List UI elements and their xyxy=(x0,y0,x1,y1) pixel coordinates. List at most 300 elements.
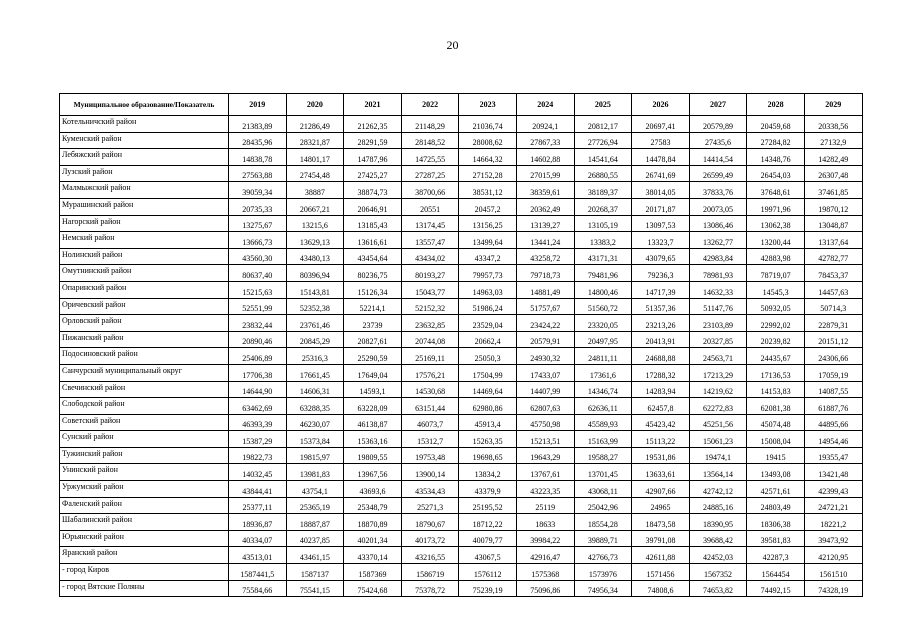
row-value-cell: 14348,76 xyxy=(747,149,805,166)
row-value-cell: 17136,53 xyxy=(747,364,805,381)
row-value-cell: 79481,96 xyxy=(574,265,632,282)
row-value-cell: 19643,29 xyxy=(516,447,574,464)
row-value-cell: 28148,52 xyxy=(401,132,459,149)
row-municipality-name: Сунский район xyxy=(60,431,229,448)
row-value-cell: 14593,1 xyxy=(344,381,402,398)
table-row xyxy=(60,165,863,182)
row-value-cell: 75378,72 xyxy=(401,580,459,597)
row-value-cell: 20239,82 xyxy=(747,331,805,348)
table-row xyxy=(60,381,863,398)
row-municipality-name: Советский район xyxy=(60,414,229,431)
row-municipality-name: Орловский район xyxy=(60,315,229,332)
row-value-cell: 37833,76 xyxy=(689,182,747,199)
row-value-cell: 24688,88 xyxy=(632,348,690,365)
row-value-cell: 51986,24 xyxy=(459,298,517,315)
row-value-cell: 13086,46 xyxy=(689,215,747,232)
row-value-cell: 14457,63 xyxy=(804,281,862,298)
table-row xyxy=(60,315,863,332)
row-value-cell: 23739 xyxy=(344,315,402,332)
row-municipality-name: Малмыжский район xyxy=(60,182,229,199)
row-value-cell: 19753,48 xyxy=(401,447,459,464)
row-value-cell: 42287,3 xyxy=(747,547,805,564)
row-value-cell: 51147,76 xyxy=(689,298,747,315)
row-municipality-name: Нолинский район xyxy=(60,248,229,265)
row-value-cell: 19971,96 xyxy=(747,198,805,215)
table-row xyxy=(60,348,863,365)
row-value-cell: 13275,67 xyxy=(229,215,287,232)
row-value-cell: 14469,64 xyxy=(459,381,517,398)
row-value-cell: 15213,51 xyxy=(516,431,574,448)
row-value-cell: 39889,71 xyxy=(574,530,632,547)
table-row xyxy=(60,447,863,464)
row-value-cell: 20171,87 xyxy=(632,198,690,215)
row-value-cell: 27425,27 xyxy=(344,165,402,182)
row-value-cell: 39473,92 xyxy=(804,530,862,547)
header-year: 2029 xyxy=(804,94,862,116)
row-value-cell: 42571,61 xyxy=(747,481,805,498)
row-value-cell: 63151,44 xyxy=(401,398,459,415)
table-row xyxy=(60,298,863,315)
row-value-cell: 26599,49 xyxy=(689,165,747,182)
row-value-cell: 14530,68 xyxy=(401,381,459,398)
row-value-cell: 28435,96 xyxy=(229,132,287,149)
row-value-cell: 25042,96 xyxy=(574,497,632,514)
row-value-cell: 75239,19 xyxy=(459,580,517,597)
table-row xyxy=(60,564,863,581)
row-value-cell: 1576112 xyxy=(459,564,517,581)
table-row xyxy=(60,331,863,348)
header-year: 2022 xyxy=(401,94,459,116)
row-value-cell: 14545,3 xyxy=(747,281,805,298)
header-year: 2020 xyxy=(286,94,344,116)
row-value-cell: 38874,73 xyxy=(344,182,402,199)
row-value-cell: 14153,83 xyxy=(747,381,805,398)
row-municipality-name: Юрьянский район xyxy=(60,530,229,547)
row-value-cell: 18936,87 xyxy=(229,514,287,531)
row-value-cell: 42883,98 xyxy=(747,248,805,265)
row-value-cell: 14717,39 xyxy=(632,281,690,298)
row-value-cell: 13383,2 xyxy=(574,232,632,249)
row-value-cell: 78719,07 xyxy=(747,265,805,282)
table-row xyxy=(60,281,863,298)
row-value-cell: 20327,85 xyxy=(689,331,747,348)
row-value-cell: 43844,41 xyxy=(229,481,287,498)
header-year: 2028 xyxy=(747,94,805,116)
table-row xyxy=(60,464,863,481)
row-value-cell: 43258,72 xyxy=(516,248,574,265)
row-value-cell: 39688,42 xyxy=(689,530,747,547)
row-value-cell: 14664,32 xyxy=(459,149,517,166)
row-value-cell: 19815,97 xyxy=(286,447,344,464)
row-value-cell: 43480,13 xyxy=(286,248,344,265)
row-value-cell: 20362,49 xyxy=(516,198,574,215)
row-value-cell: 26307,48 xyxy=(804,165,862,182)
row-value-cell: 43067,5 xyxy=(459,547,517,564)
row-value-cell: 13834,2 xyxy=(459,464,517,481)
row-value-cell: 61887,76 xyxy=(804,398,862,415)
row-value-cell: 13499,64 xyxy=(459,232,517,249)
row-municipality-name: Омутнинский район xyxy=(60,265,229,282)
row-value-cell: 20457,2 xyxy=(459,198,517,215)
row-municipality-name: Свечинский район xyxy=(60,381,229,398)
row-value-cell: 20735,33 xyxy=(229,198,287,215)
row-value-cell: 1587137 xyxy=(286,564,344,581)
row-value-cell: 13200,44 xyxy=(747,232,805,249)
table-row xyxy=(60,265,863,282)
row-municipality-name: Унинский район xyxy=(60,464,229,481)
row-value-cell: 23761,46 xyxy=(286,315,344,332)
row-value-cell: 50932,05 xyxy=(747,298,805,315)
row-value-cell: 19415 xyxy=(747,447,805,464)
row-value-cell: 24811,11 xyxy=(574,348,632,365)
row-value-cell: 13616,61 xyxy=(344,232,402,249)
row-value-cell: 14881,49 xyxy=(516,281,574,298)
row-value-cell: 20338,56 xyxy=(804,116,862,133)
row-value-cell: 42611,88 xyxy=(632,547,690,564)
row-value-cell: 19870,12 xyxy=(804,198,862,215)
row-value-cell: 14725,55 xyxy=(401,149,459,166)
row-value-cell: 13564,14 xyxy=(689,464,747,481)
row-value-cell: 1571456 xyxy=(632,564,690,581)
row-value-cell: 14801,17 xyxy=(286,149,344,166)
row-value-cell: 45074,48 xyxy=(747,414,805,431)
row-value-cell: 23320,05 xyxy=(574,315,632,332)
table-row xyxy=(60,514,863,531)
row-value-cell: 1587369 xyxy=(344,564,402,581)
row-value-cell: 51757,67 xyxy=(516,298,574,315)
row-value-cell: 14282,49 xyxy=(804,149,862,166)
row-value-cell: 13900,14 xyxy=(401,464,459,481)
row-value-cell: 45750,98 xyxy=(516,414,574,431)
row-value-cell: 46393,39 xyxy=(229,414,287,431)
row-value-cell: 42916,47 xyxy=(516,547,574,564)
row-value-cell: 17361,6 xyxy=(574,364,632,381)
row-value-cell: 20579,89 xyxy=(689,116,747,133)
table-row xyxy=(60,149,863,166)
row-value-cell: 25195,52 xyxy=(459,497,517,514)
row-value-cell: 28008,62 xyxy=(459,132,517,149)
header-year: 2021 xyxy=(344,94,402,116)
row-value-cell: 63228,09 xyxy=(344,398,402,415)
row-value-cell: 18221,2 xyxy=(804,514,862,531)
row-value-cell: 62636,11 xyxy=(574,398,632,415)
table-row xyxy=(60,431,863,448)
row-value-cell: 14541,64 xyxy=(574,149,632,166)
row-value-cell: 14346,74 xyxy=(574,381,632,398)
row-value-cell: 14032,45 xyxy=(229,464,287,481)
row-municipality-name: Немский район xyxy=(60,232,229,249)
row-value-cell: 40334,07 xyxy=(229,530,287,547)
header-municipality-indicator: Муниципальное образование/Показатель xyxy=(60,94,229,116)
row-value-cell: 21286,49 xyxy=(286,116,344,133)
row-value-cell: 13139,27 xyxy=(516,215,574,232)
row-value-cell: 20924,1 xyxy=(516,116,574,133)
row-value-cell: 18712,22 xyxy=(459,514,517,531)
row-value-cell: 15163,99 xyxy=(574,431,632,448)
row-value-cell: 18887,87 xyxy=(286,514,344,531)
row-value-cell: 20667,21 xyxy=(286,198,344,215)
row-value-cell: 1573976 xyxy=(574,564,632,581)
row-value-cell: 13105,19 xyxy=(574,215,632,232)
row-value-cell: 20579,91 xyxy=(516,331,574,348)
row-value-cell: 24930,32 xyxy=(516,348,574,365)
row-value-cell: 25377,11 xyxy=(229,497,287,514)
row-value-cell: 79718,73 xyxy=(516,265,574,282)
row-value-cell: 25290,59 xyxy=(344,348,402,365)
row-value-cell: 19809,55 xyxy=(344,447,402,464)
row-value-cell: 28291,59 xyxy=(344,132,402,149)
row-value-cell: 25316,3 xyxy=(286,348,344,365)
row-value-cell: 62457,8 xyxy=(632,398,690,415)
row-value-cell: 14606,31 xyxy=(286,381,344,398)
row-value-cell: 43434,02 xyxy=(401,248,459,265)
row-municipality-name: Лузский район xyxy=(60,165,229,182)
row-value-cell: 20744,08 xyxy=(401,331,459,348)
row-value-cell: 13215,6 xyxy=(286,215,344,232)
row-municipality-name: Опаринский район xyxy=(60,281,229,298)
row-value-cell: 14407,99 xyxy=(516,381,574,398)
row-value-cell: 14787,96 xyxy=(344,149,402,166)
row-value-cell: 13557,47 xyxy=(401,232,459,249)
row-value-cell: 27284,82 xyxy=(747,132,805,149)
row-municipality-name: Котельничский район xyxy=(60,116,229,133)
row-value-cell: 20413,91 xyxy=(632,331,690,348)
row-value-cell: 17433,07 xyxy=(516,364,574,381)
row-value-cell: 43513,01 xyxy=(229,547,287,564)
row-value-cell: 15061,23 xyxy=(689,431,747,448)
row-value-cell: 17649,04 xyxy=(344,364,402,381)
row-value-cell: 17576,21 xyxy=(401,364,459,381)
row-value-cell: 17288,32 xyxy=(632,364,690,381)
row-value-cell: 24721,21 xyxy=(804,497,862,514)
row-value-cell: 13701,45 xyxy=(574,464,632,481)
row-value-cell: 24563,71 xyxy=(689,348,747,365)
row-value-cell: 42907,66 xyxy=(632,481,690,498)
row-value-cell: 20890,46 xyxy=(229,331,287,348)
page-number: 20 xyxy=(446,38,459,52)
row-value-cell: 19355,47 xyxy=(804,447,862,464)
row-value-cell: 38700,66 xyxy=(401,182,459,199)
row-value-cell: 62081,38 xyxy=(747,398,805,415)
row-value-cell: 79236,3 xyxy=(632,265,690,282)
indicator-table xyxy=(59,93,863,597)
row-value-cell: 39984,22 xyxy=(516,530,574,547)
row-municipality-name: Яранский район xyxy=(60,547,229,564)
row-value-cell: 18306,38 xyxy=(747,514,805,531)
row-value-cell: 45251,56 xyxy=(689,414,747,431)
row-value-cell: 43379,9 xyxy=(459,481,517,498)
row-value-cell: 13185,43 xyxy=(344,215,402,232)
row-value-cell: 40173,72 xyxy=(401,530,459,547)
row-value-cell: 39059,34 xyxy=(229,182,287,199)
row-value-cell: 25119 xyxy=(516,497,574,514)
row-value-cell: 20827,61 xyxy=(344,331,402,348)
row-value-cell: 1567352 xyxy=(689,564,747,581)
row-value-cell: 74328,19 xyxy=(804,580,862,597)
row-value-cell: 18633 xyxy=(516,514,574,531)
row-value-cell: 42742,12 xyxy=(689,481,747,498)
row-value-cell: 43079,65 xyxy=(632,248,690,265)
row-value-cell: 78981,93 xyxy=(689,265,747,282)
row-value-cell: 14478,84 xyxy=(632,149,690,166)
row-municipality-name: - город Вятские Поляны xyxy=(60,580,229,597)
table-row xyxy=(60,248,863,265)
row-value-cell: 52152,32 xyxy=(401,298,459,315)
row-value-cell: 37648,61 xyxy=(747,182,805,199)
table-row xyxy=(60,530,863,547)
row-value-cell: 27287,25 xyxy=(401,165,459,182)
row-value-cell: 13062,38 xyxy=(747,215,805,232)
row-value-cell: 13967,56 xyxy=(344,464,402,481)
row-value-cell: 42452,03 xyxy=(689,547,747,564)
header-year: 2027 xyxy=(689,94,747,116)
header-year: 2023 xyxy=(459,94,517,116)
row-value-cell: 42399,43 xyxy=(804,481,862,498)
row-value-cell: 39791,08 xyxy=(632,530,690,547)
row-value-cell: 26741,69 xyxy=(632,165,690,182)
table-row xyxy=(60,182,863,199)
table-body xyxy=(60,116,863,597)
row-value-cell: 27563,88 xyxy=(229,165,287,182)
row-value-cell: 19588,27 xyxy=(574,447,632,464)
row-value-cell: 43454,64 xyxy=(344,248,402,265)
row-municipality-name: Тужинский район xyxy=(60,447,229,464)
row-value-cell: 52352,38 xyxy=(286,298,344,315)
header-year: 2025 xyxy=(574,94,632,116)
row-value-cell: 19698,65 xyxy=(459,447,517,464)
row-value-cell: 13666,73 xyxy=(229,232,287,249)
row-value-cell: 13629,13 xyxy=(286,232,344,249)
row-value-cell: 42782,77 xyxy=(804,248,862,265)
row-value-cell: 46073,7 xyxy=(401,414,459,431)
row-value-cell: 28321,87 xyxy=(286,132,344,149)
row-value-cell: 79957,73 xyxy=(459,265,517,282)
row-value-cell: 38887 xyxy=(286,182,344,199)
row-value-cell: 43560,30 xyxy=(229,248,287,265)
row-value-cell: 20662,4 xyxy=(459,331,517,348)
row-value-cell: 15215,63 xyxy=(229,281,287,298)
row-value-cell: 20845,29 xyxy=(286,331,344,348)
row-value-cell: 25050,3 xyxy=(459,348,517,365)
row-value-cell: 20073,05 xyxy=(689,198,747,215)
table-row xyxy=(60,215,863,232)
row-value-cell: 24306,66 xyxy=(804,348,862,365)
row-value-cell: 75541,15 xyxy=(286,580,344,597)
row-value-cell: 15363,16 xyxy=(344,431,402,448)
row-value-cell: 20697,41 xyxy=(632,116,690,133)
row-value-cell: 14954,46 xyxy=(804,431,862,448)
table-row xyxy=(60,398,863,415)
row-value-cell: 14219,62 xyxy=(689,381,747,398)
row-municipality-name: Подосиновский район xyxy=(60,348,229,365)
row-value-cell: 13981,83 xyxy=(286,464,344,481)
row-value-cell: 74492,15 xyxy=(747,580,805,597)
row-value-cell: 1575368 xyxy=(516,564,574,581)
row-value-cell: 15043,77 xyxy=(401,281,459,298)
row-value-cell: 20459,68 xyxy=(747,116,805,133)
row-value-cell: 14800,46 xyxy=(574,281,632,298)
row-value-cell: 27726,94 xyxy=(574,132,632,149)
row-value-cell: 27454,48 xyxy=(286,165,344,182)
row-value-cell: 14644,90 xyxy=(229,381,287,398)
row-value-cell: 62807,63 xyxy=(516,398,574,415)
row-municipality-name: Санчурский муниципальный округ xyxy=(60,364,229,381)
row-value-cell: 21036,74 xyxy=(459,116,517,133)
row-value-cell: 26880,55 xyxy=(574,165,632,182)
row-value-cell: 25406,89 xyxy=(229,348,287,365)
table-row xyxy=(60,132,863,149)
row-value-cell: 24965 xyxy=(632,497,690,514)
row-value-cell: 1564454 xyxy=(747,564,805,581)
row-value-cell: 80236,75 xyxy=(344,265,402,282)
row-value-cell: 21383,89 xyxy=(229,116,287,133)
row-value-cell: 20151,12 xyxy=(804,331,862,348)
row-value-cell: 19531,86 xyxy=(632,447,690,464)
row-value-cell: 74653,82 xyxy=(689,580,747,597)
table-row xyxy=(60,481,863,498)
row-value-cell: 13048,87 xyxy=(804,215,862,232)
row-value-cell: 74956,34 xyxy=(574,580,632,597)
row-value-cell: 13767,61 xyxy=(516,464,574,481)
row-municipality-name: Слободской район xyxy=(60,398,229,415)
row-value-cell: 18870,89 xyxy=(344,514,402,531)
row-value-cell: 17706,38 xyxy=(229,364,287,381)
row-value-cell: 43754,1 xyxy=(286,481,344,498)
row-value-cell: 80193,27 xyxy=(401,265,459,282)
row-value-cell: 43068,11 xyxy=(574,481,632,498)
row-value-cell: 43693,6 xyxy=(344,481,402,498)
row-value-cell: 13137,64 xyxy=(804,232,862,249)
row-value-cell: 13421,48 xyxy=(804,464,862,481)
row-value-cell: 43534,43 xyxy=(401,481,459,498)
row-value-cell: 46230,07 xyxy=(286,414,344,431)
row-value-cell: 51560,72 xyxy=(574,298,632,315)
row-value-cell: 22879,31 xyxy=(804,315,862,332)
row-value-cell: 45913,4 xyxy=(459,414,517,431)
row-value-cell: 25271,3 xyxy=(401,497,459,514)
row-value-cell: 13323,7 xyxy=(632,232,690,249)
row-municipality-name: Лебяжский район xyxy=(60,149,229,166)
row-municipality-name: Нагорский район xyxy=(60,215,229,232)
row-value-cell: 19474,1 xyxy=(689,447,747,464)
row-value-cell: 23832,44 xyxy=(229,315,287,332)
row-value-cell: 75584,66 xyxy=(229,580,287,597)
row-value-cell: 23529,04 xyxy=(459,315,517,332)
row-value-cell: 45589,93 xyxy=(574,414,632,431)
row-value-cell: 26454,03 xyxy=(747,165,805,182)
row-value-cell: 19822,73 xyxy=(229,447,287,464)
row-value-cell: 15387,29 xyxy=(229,431,287,448)
row-value-cell: 14602,88 xyxy=(516,149,574,166)
row-value-cell: 20812,17 xyxy=(574,116,632,133)
row-municipality-name: Уржумский район xyxy=(60,481,229,498)
row-value-cell: 14963,03 xyxy=(459,281,517,298)
row-value-cell: 15126,34 xyxy=(344,281,402,298)
row-value-cell: 14087,55 xyxy=(804,381,862,398)
row-value-cell: 14283,94 xyxy=(632,381,690,398)
row-value-cell: 15373,84 xyxy=(286,431,344,448)
row-value-cell: 20268,37 xyxy=(574,198,632,215)
row-value-cell: 23103,89 xyxy=(689,315,747,332)
row-value-cell: 80637,40 xyxy=(229,265,287,282)
row-municipality-name: Оричевский район xyxy=(60,298,229,315)
row-value-cell: 43370,14 xyxy=(344,547,402,564)
table-row xyxy=(60,364,863,381)
row-value-cell: 74808,6 xyxy=(632,580,690,597)
row-value-cell: 13174,45 xyxy=(401,215,459,232)
row-value-cell: 63288,35 xyxy=(286,398,344,415)
row-value-cell: 40201,34 xyxy=(344,530,402,547)
